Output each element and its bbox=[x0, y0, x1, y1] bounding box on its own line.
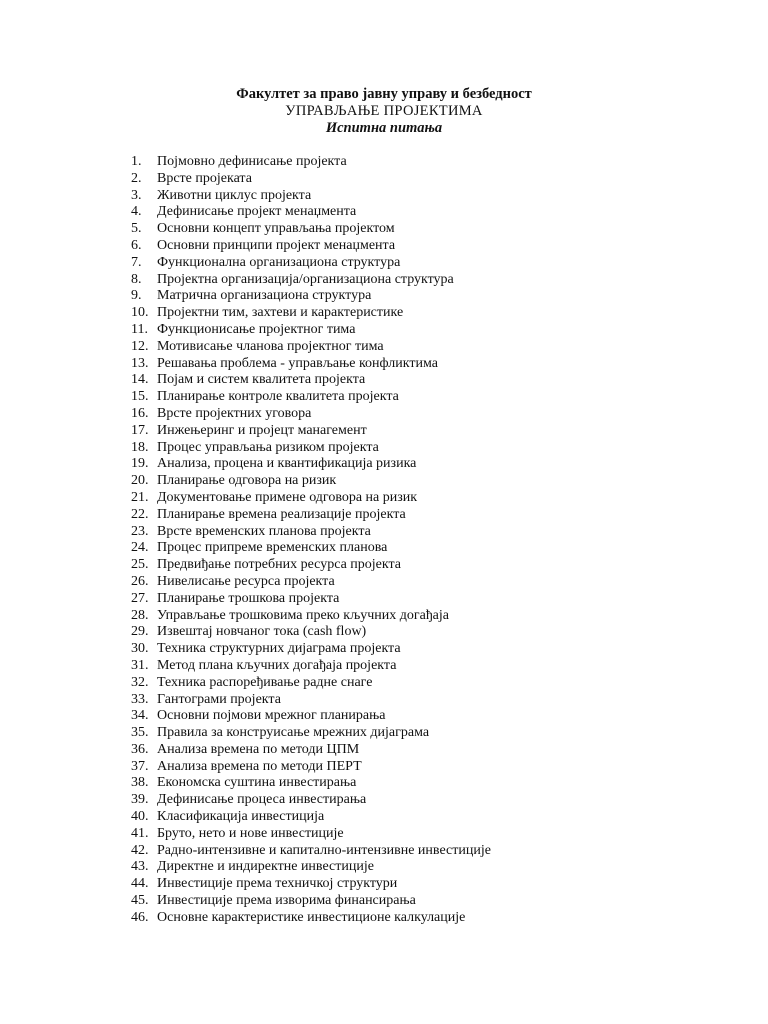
list-item bbox=[131, 910, 491, 927]
question-number: 13. bbox=[131, 355, 149, 371]
question-text: Техника структурних дијаграма пројекта bbox=[157, 641, 401, 657]
question-number: 2. bbox=[131, 170, 142, 186]
list-item bbox=[131, 507, 491, 524]
list-item bbox=[131, 423, 491, 440]
question-number: 34. bbox=[131, 708, 149, 724]
question-number: 20. bbox=[131, 473, 149, 489]
question-text: Инжењеринг и пројецт манагемент bbox=[157, 422, 367, 438]
question-number: 22. bbox=[131, 506, 149, 522]
list-item bbox=[131, 440, 491, 457]
question-text: Класификација инвестиција bbox=[157, 809, 325, 825]
question-number: 4. bbox=[131, 204, 142, 220]
document-header bbox=[0, 86, 768, 137]
list-item bbox=[131, 272, 491, 289]
list-item bbox=[131, 893, 491, 910]
question-text: Врсте временских планова пројекта bbox=[157, 523, 371, 539]
question-text: Пројектна организација/организациона структура bbox=[157, 271, 454, 287]
list-item bbox=[131, 876, 491, 893]
question-number: 10. bbox=[131, 305, 149, 321]
list-item bbox=[131, 574, 491, 591]
question-text: Нивелисање ресурса пројекта bbox=[157, 573, 335, 589]
question-text: Животни циклус пројекта bbox=[157, 187, 312, 203]
list-item bbox=[131, 490, 491, 507]
list-item bbox=[131, 322, 491, 339]
question-number: 17. bbox=[131, 422, 149, 438]
list-item bbox=[131, 675, 491, 692]
list-item bbox=[131, 775, 491, 792]
question-number: 41. bbox=[131, 825, 149, 841]
list-item bbox=[131, 288, 491, 305]
question-text: Појмовно дефинисање пројекта bbox=[157, 154, 347, 169]
list-item bbox=[131, 389, 491, 406]
question-number: 26. bbox=[131, 573, 149, 589]
question-number: 39. bbox=[131, 792, 149, 808]
list-item bbox=[131, 221, 491, 238]
question-text: Основни принципи пројект менаџмента bbox=[157, 237, 396, 253]
question-text: Матрична организациона структура bbox=[157, 288, 372, 304]
question-number: 1. bbox=[131, 154, 142, 169]
question-number: 25. bbox=[131, 557, 149, 573]
list-item bbox=[131, 372, 491, 389]
question-text: Дефинисање пројект менаџмента bbox=[157, 204, 357, 220]
list-item bbox=[131, 708, 491, 725]
question-text: Врсте пројеката bbox=[157, 170, 252, 186]
question-number: 19. bbox=[131, 456, 149, 472]
question-number: 27. bbox=[131, 590, 149, 606]
list-item bbox=[131, 188, 491, 205]
question-text: Техника распоређивање радне снаге bbox=[157, 674, 373, 690]
question-number: 6. bbox=[131, 237, 142, 253]
question-text: Документовање примене одговора на ризик bbox=[157, 489, 418, 505]
question-number: 5. bbox=[131, 221, 142, 237]
question-text: Функционисање пројектног тима bbox=[157, 321, 356, 337]
list-item bbox=[131, 238, 491, 255]
question-text: Мотивисање чланова пројектног тима bbox=[157, 338, 384, 354]
list-item bbox=[131, 339, 491, 356]
list-item bbox=[131, 624, 491, 641]
question-text: Инвестиције према изворима финансирања bbox=[157, 893, 416, 909]
question-number: 18. bbox=[131, 439, 149, 455]
question-text: Процес управљања ризиком пројекта bbox=[157, 439, 379, 455]
question-text: Основне карактеристике инвестиционе калкулације bbox=[157, 909, 466, 925]
question-list bbox=[131, 154, 491, 927]
list-item bbox=[131, 591, 491, 608]
course-title: УПРАВЉАЊЕ ПРОЈЕКТИМА bbox=[285, 103, 483, 119]
question-text: Извештај новчаног тока (cash flow) bbox=[157, 624, 367, 640]
exam-questions-subtitle: Испитна питања bbox=[325, 120, 443, 136]
question-text: Бруто, нето и нове инвестиције bbox=[157, 825, 344, 841]
question-number: 3. bbox=[131, 187, 142, 203]
question-text: Анализа, процена и квантификација ризика bbox=[157, 456, 417, 472]
list-item bbox=[131, 456, 491, 473]
question-number: 8. bbox=[131, 271, 142, 287]
question-number: 29. bbox=[131, 624, 149, 640]
question-number: 38. bbox=[131, 775, 149, 791]
question-text: Основни појмови мрежног планирања bbox=[157, 708, 386, 724]
list-item bbox=[131, 204, 491, 221]
list-item bbox=[131, 473, 491, 490]
question-text: Планирање времена реализације пројекта bbox=[157, 506, 406, 522]
question-text: Дефинисање процеса инвестирања bbox=[157, 792, 367, 808]
question-text: Основни концепт управљања пројектом bbox=[157, 221, 395, 237]
list-item bbox=[131, 524, 491, 541]
list-item bbox=[131, 171, 491, 188]
faculty-title: Факултет за право јавну управу и безбедност bbox=[236, 86, 532, 102]
question-number: 31. bbox=[131, 657, 149, 673]
question-text: Функционална организациона структура bbox=[157, 254, 401, 270]
list-item bbox=[131, 809, 491, 826]
list-item bbox=[131, 255, 491, 272]
question-text: Анализа времена по методи ПЕРТ bbox=[157, 758, 362, 774]
question-text: Анализа времена по методи ЦПМ bbox=[157, 741, 360, 757]
question-text: Радно-интензивне и капитално-интензивне инвестиције bbox=[157, 842, 491, 858]
list-item bbox=[131, 742, 491, 759]
question-text: Метод плана кључних догађаја пројекта bbox=[157, 657, 397, 673]
question-text: Правила за конструисање мрежних дијаграма bbox=[157, 725, 430, 741]
question-number: 11. bbox=[131, 321, 148, 337]
question-number: 46. bbox=[131, 909, 149, 925]
question-number: 40. bbox=[131, 809, 149, 825]
question-text: Врсте пројектних уговора bbox=[157, 405, 312, 421]
question-number: 16. bbox=[131, 405, 149, 421]
question-number: 28. bbox=[131, 607, 149, 623]
question-number: 44. bbox=[131, 876, 149, 892]
list-item bbox=[131, 406, 491, 423]
question-number: 7. bbox=[131, 254, 142, 270]
list-item bbox=[131, 826, 491, 843]
list-item bbox=[131, 759, 491, 776]
question-text: Инвестиције према техничкој структури bbox=[157, 876, 398, 892]
list-item bbox=[131, 557, 491, 574]
question-number: 12. bbox=[131, 338, 149, 354]
question-number: 32. bbox=[131, 674, 149, 690]
question-number: 24. bbox=[131, 540, 149, 556]
list-item bbox=[131, 725, 491, 742]
list-item bbox=[131, 692, 491, 709]
list-item bbox=[131, 305, 491, 322]
question-number: 36. bbox=[131, 741, 149, 757]
list-item bbox=[131, 154, 491, 171]
list-item bbox=[131, 540, 491, 557]
list-item bbox=[131, 641, 491, 658]
question-number: 43. bbox=[131, 859, 149, 875]
list-item bbox=[131, 356, 491, 373]
question-text: Планирање контроле квалитета пројекта bbox=[157, 389, 399, 405]
question-number: 23. bbox=[131, 523, 149, 539]
question-text: Процес припреме временских планова bbox=[157, 540, 388, 556]
question-text: Пројектни тим, захтеви и карактеристике bbox=[157, 305, 404, 321]
list-item bbox=[131, 843, 491, 860]
question-number: 21. bbox=[131, 489, 149, 505]
question-number: 35. bbox=[131, 725, 149, 741]
question-text: Економска суштина инвестирања bbox=[157, 775, 357, 791]
question-number: 15. bbox=[131, 389, 149, 405]
list-item bbox=[131, 608, 491, 625]
question-number: 9. bbox=[131, 288, 142, 304]
question-text: Решавања проблема - управљање конфликтима bbox=[157, 355, 438, 371]
question-text: Предвиђање потребних ресурса пројекта bbox=[157, 557, 402, 573]
question-text: Управљање трошковима преко кључних догађаја bbox=[157, 607, 449, 623]
list-item bbox=[131, 792, 491, 809]
question-text: Појам и систем квалитета пројекта bbox=[157, 372, 366, 388]
question-number: 30. bbox=[131, 641, 149, 657]
question-number: 45. bbox=[131, 893, 149, 909]
question-text: Директне и индиректне инвестиције bbox=[157, 859, 374, 875]
question-text: Гантограми пројекта bbox=[157, 691, 281, 707]
list-item bbox=[131, 859, 491, 876]
question-number: 33. bbox=[131, 691, 149, 707]
question-text: Планирање трошкова пројекта bbox=[157, 590, 340, 606]
question-number: 42. bbox=[131, 842, 149, 858]
question-number: 37. bbox=[131, 758, 149, 774]
question-text: Планирање одговора на ризик bbox=[157, 473, 337, 489]
question-number: 14. bbox=[131, 372, 149, 388]
list-item bbox=[131, 658, 491, 675]
